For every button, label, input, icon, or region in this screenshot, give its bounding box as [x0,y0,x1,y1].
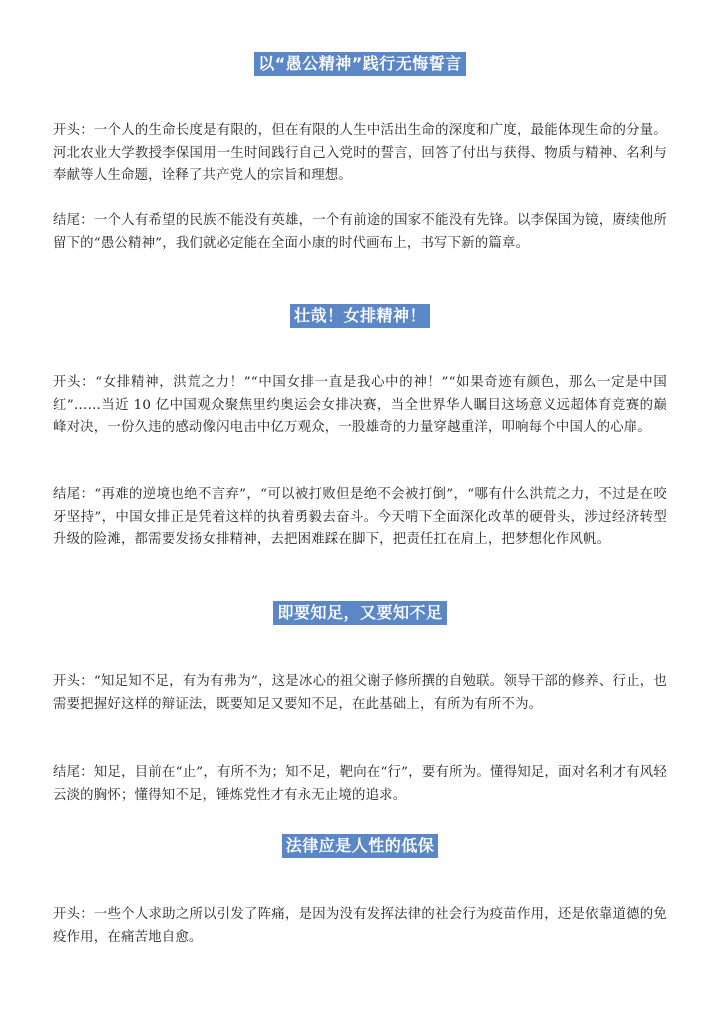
section-3-ending: 结尾：知足，目前在“止”，有所不为；知不足，靶向在“行”，要有所为。懂得知足，面对名利才有风轻云淡的胸怀；懂得知不足，锤炼党性才有永无止境的追求。 [53,765,667,803]
section-3-title: 即要知足，又要知不足 [273,601,446,625]
section-3-heading-wrap [0,601,720,625]
section-3-opening: 开头：“知足知不足，有为有弗为”，这是冰心的祖父谢子修所撰的自勉联。领导干部的修养、行止，也需要把握好这样的辩证法，既要知足又要知不足，在此基础上，有所为有所不为。 [53,674,667,712]
section-4-opening: 开头：一些个人求助之所以引发了阵痛，是因为没有发挥法律的社会行为疫苗作用，还是依靠道德的免疫作用，在痛苦地自愈。 [53,907,667,945]
section-1-title: 以“愚公精神”践行无悔誓言 [254,52,466,76]
section-2-opening: 开头：“女排精神，洪荒之力！”“中国女排一直是我心中的神！”“如果奇迹有颜色，那么一定是中国红”……当近 10 亿中国观众聚焦里约奥运会女排决赛，当全世界华人瞩目这场意义远超体育竞赛的巅峰对决，一份久违的感动像闪电击中亿万观众，一股雄奇的力量穿越重洋，叩响每个中国人的心扉。 [53,375,667,435]
section-1-ending: 结尾：一个人有希望的民族不能没有英雄，一个有前途的国家不能没有先锋。以李保国为镜，赓续他所留下的“愚公精神”，我们就必定能在全面小康的时代画布上，书写下新的篇章。 [53,213,667,251]
section-4-title: 法律应是人性的低保 [282,834,439,858]
section-1-opening: 开头：一个人的生命长度是有限的，但在有限的人生中活出生命的深度和广度，最能体现生命的分量。河北农业大学教授李保国用一生时间践行自己入党时的誓言，回答了付出与获得、物质与精神、名利与奉献等人生命题，诠释了共产党人的宗旨和理想。 [53,123,667,183]
section-2-title: 壮哉！女排精神！ [290,304,430,328]
section-2-ending: 结尾：“再难的逆境也绝不言弃”，“可以被打败但是绝不会被打倒”，“哪有什么洪荒之力，不过是在咬牙坚持”，中国女排正是凭着这样的执着勇毅去奋斗。今天啃下全面深化改革的硬骨头，涉过经济转型升级的险滩，都需要发扬女排精神，去把困难踩在脚下，把责任扛在肩上，把梦想化作风帆。 [53,487,667,547]
section-1-heading-wrap [0,52,720,76]
section-4-heading-wrap [0,834,720,858]
section-2-heading-wrap [0,304,720,328]
